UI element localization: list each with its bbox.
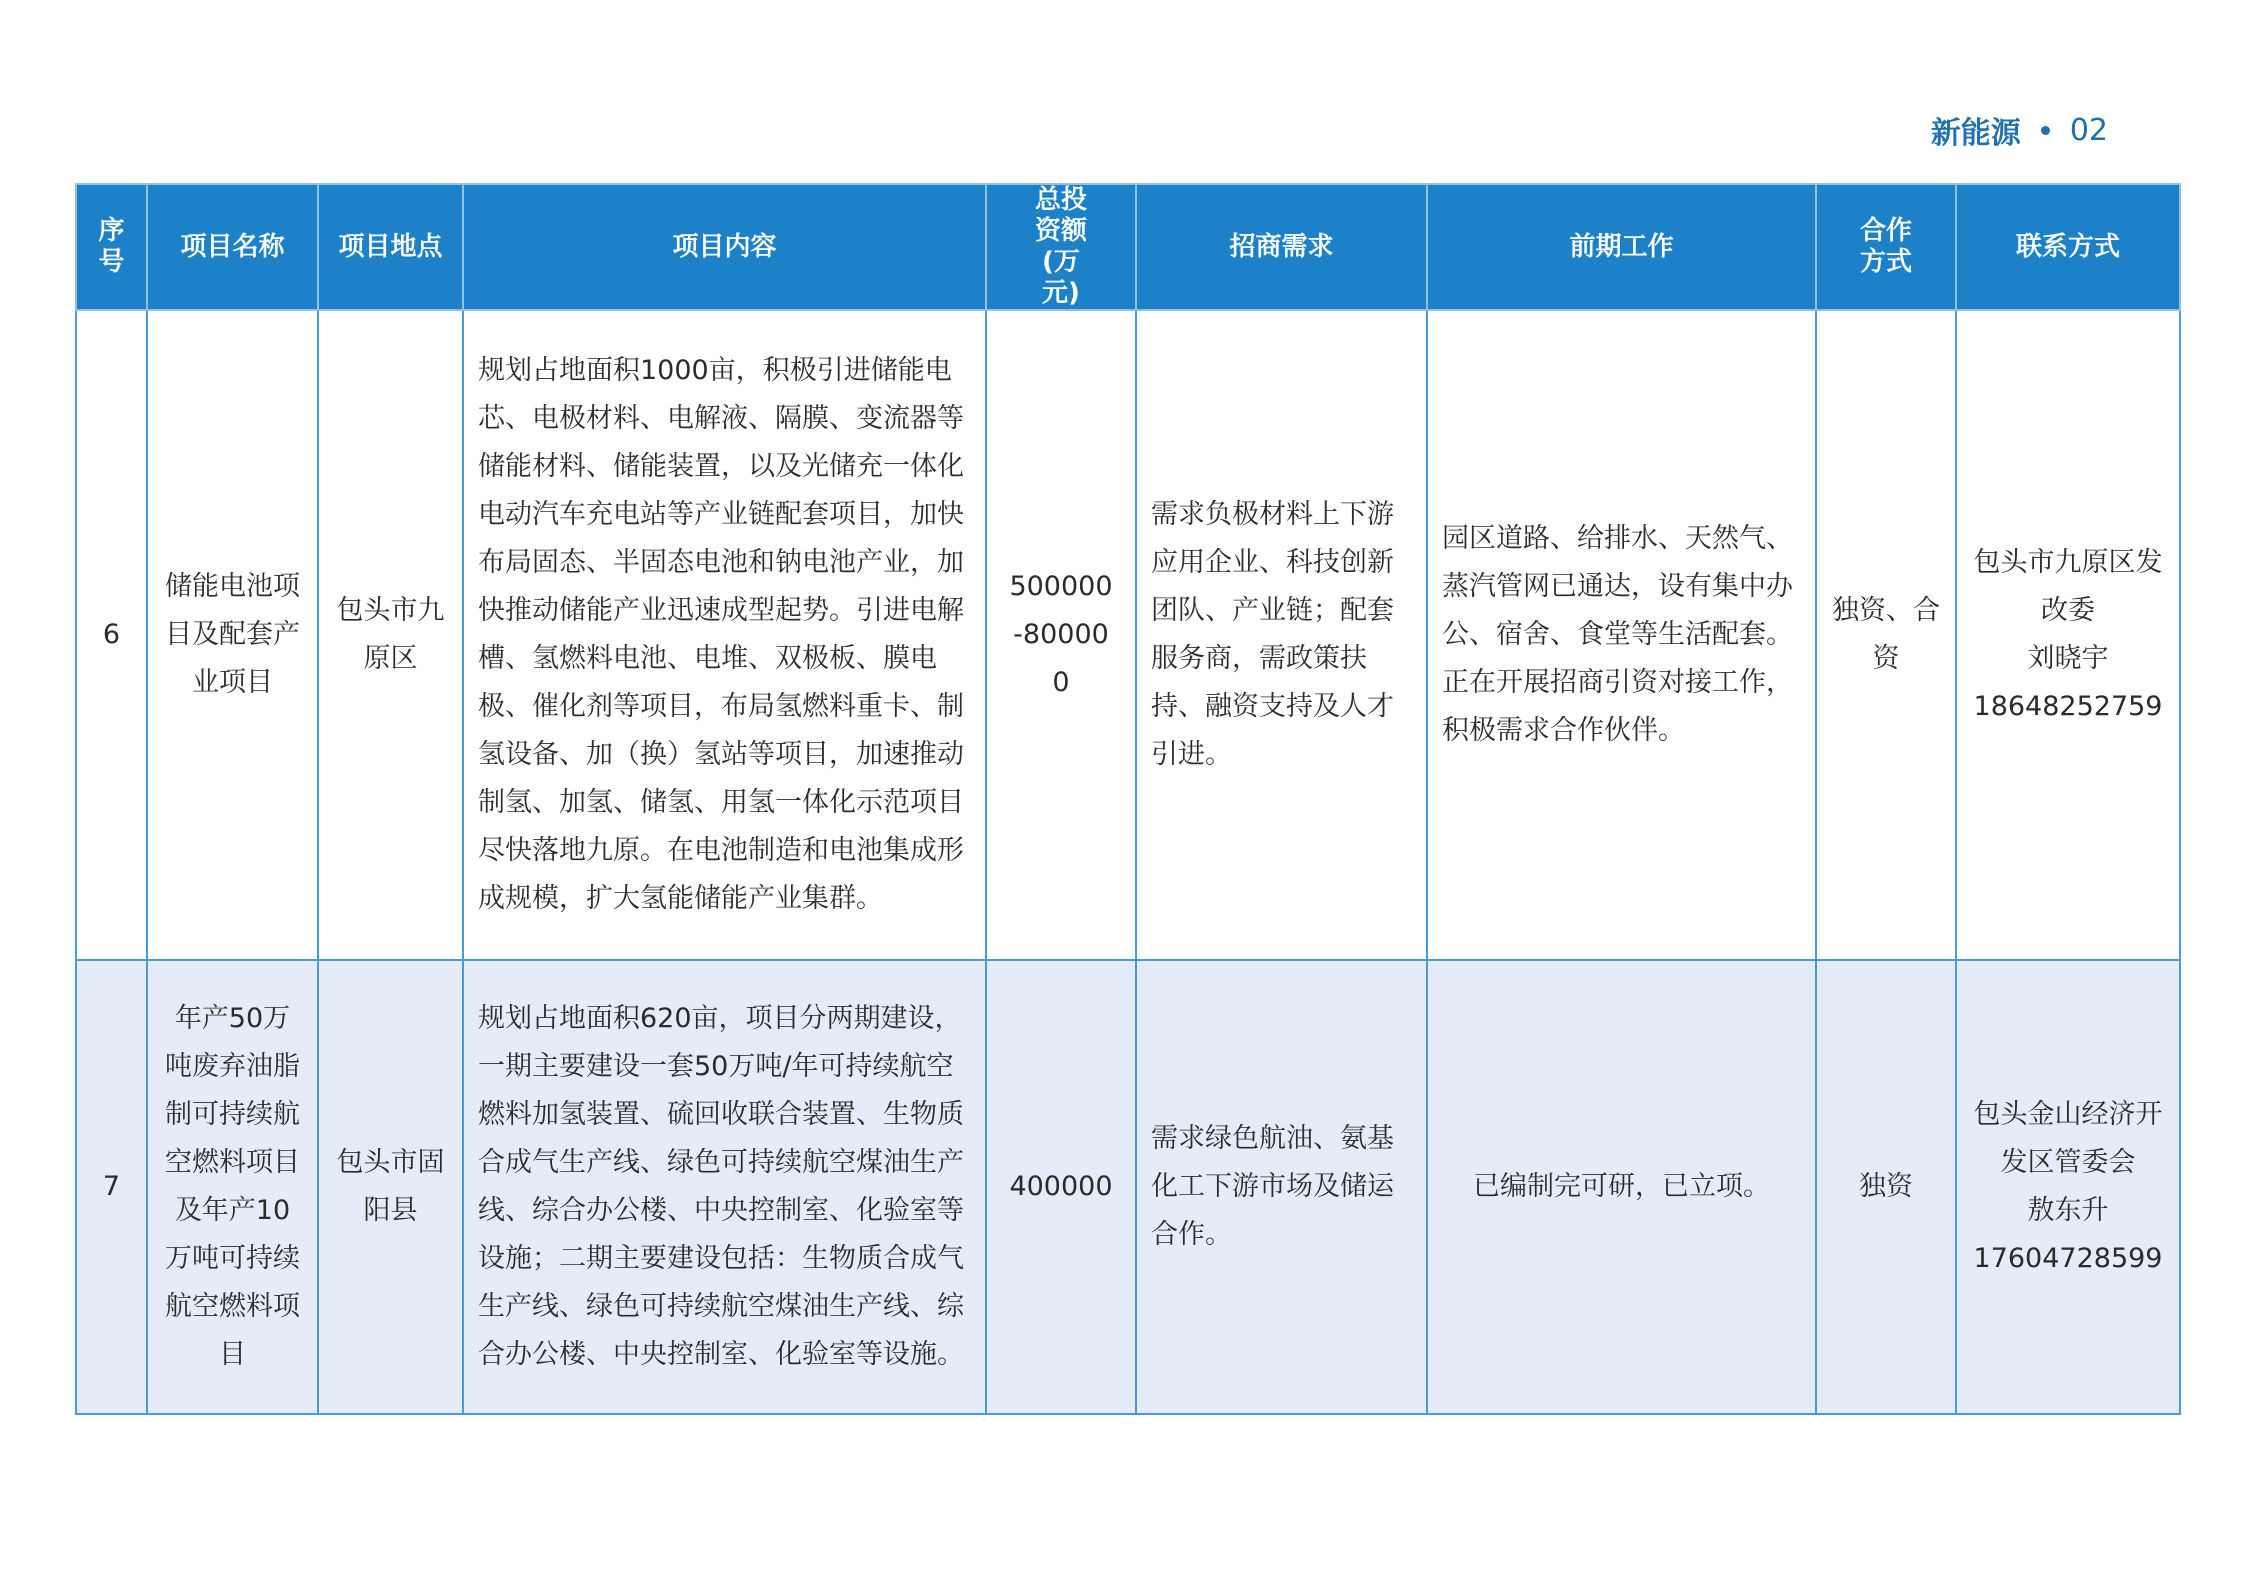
cell-cooperation: 独资、合资 (1816, 310, 1956, 960)
cell-investment: 400000 (986, 960, 1136, 1414)
project-table (75, 183, 2181, 1415)
contact-org: 包头市九原区发改委 (1973, 547, 2163, 626)
header-location: 项目地点 (318, 184, 463, 310)
cell-name: 储能电池项目及配套产业项目 (147, 310, 318, 960)
cell-preliminary: 园区道路、给排水、天然气、蒸汽管网已通达，设有集中办公、宿舍、食堂等生活配套。正在开展招商引资对接工作，积极需求合作伙伴。 (1427, 310, 1816, 960)
contact-person: 敖东升 (2027, 1195, 2109, 1226)
cell-content: 规划占地面积1000亩，积极引进储能电芯、电极材料、电解液、隔膜、变流器等储能材料、储能装置，以及光储充一体化电动汽车充电站等产业链配套项目，加快布局固态、半固态电池和钠电池产业，加快推动储能产业迅速成型起势。引进电解槽、氢燃料电池、电堆、双极板、膜电极、催化剂等项目，布局氢燃料重卡、制氢设备、加（换）氢站等项目，加速推动制氢、加氢、储氢、用氢一体化示范项目尽快落地九原。在电池制造和电池集成形成规模，扩大氢能储能产业集群。 (463, 310, 986, 960)
cell-demand: 需求绿色航油、氨基化工下游市场及储运合作。 (1136, 960, 1427, 1414)
contact-person: 刘晓宇 (2027, 643, 2109, 674)
header-demand: 招商需求 (1136, 184, 1427, 310)
cell-index: 7 (76, 960, 147, 1414)
header-investment: 总投资额(万元) (986, 184, 1136, 310)
header-content: 项目内容 (463, 184, 986, 310)
header-cooperation: 合作方式 (1816, 184, 1956, 310)
page-header (1931, 108, 2108, 152)
cell-location: 包头市九原区 (318, 310, 463, 960)
cell-name: 年产50万吨废弃油脂制可持续航空燃料项目及年产10万吨可持续航空燃料项目 (147, 960, 318, 1414)
cell-index: 6 (76, 310, 147, 960)
table-header-row (76, 184, 2180, 310)
separator-dot (2041, 126, 2050, 135)
header-preliminary: 前期工作 (1427, 184, 1816, 310)
cell-content: 规划占地面积620亩，项目分两期建设，一期主要建设一套50万吨/年可持续航空燃料加氢装置、硫回收联合装置、生物质合成气生产线、绿色可持续航空煤油生产线、综合办公楼、中央控制室、化验室等设施；二期主要建设包括：生物质合成气生产线、绿色可持续航空煤油生产线、综合办公楼、中央控制室、化验室等设施。 (463, 960, 986, 1414)
cell-location: 包头市固阳县 (318, 960, 463, 1414)
section-title: 新能源 (1930, 116, 2021, 151)
cell-investment: 500000-800000 (986, 310, 1136, 960)
cell-preliminary: 已编制完可研，已立项。 (1427, 960, 1816, 1414)
contact-phone: 17604728599 (1973, 1243, 2163, 1274)
header-contact: 联系方式 (1956, 184, 2180, 310)
table-row (76, 310, 2180, 960)
contact-org: 包头金山经济开发区管委会 (1973, 1099, 2163, 1178)
header-index: 序号 (76, 184, 147, 310)
cell-contact (1956, 310, 2180, 960)
cell-contact (1956, 960, 2180, 1414)
page-number: 02 (2069, 112, 2108, 148)
header-name: 项目名称 (147, 184, 318, 310)
table-row (76, 960, 2180, 1414)
cell-cooperation: 独资 (1816, 960, 1956, 1414)
contact-phone: 18648252759 (1973, 691, 2163, 722)
cell-demand: 需求负极材料上下游应用企业、科技创新团队、产业链；配套服务商，需政策扶持、融资支持及人才引进。 (1136, 310, 1427, 960)
